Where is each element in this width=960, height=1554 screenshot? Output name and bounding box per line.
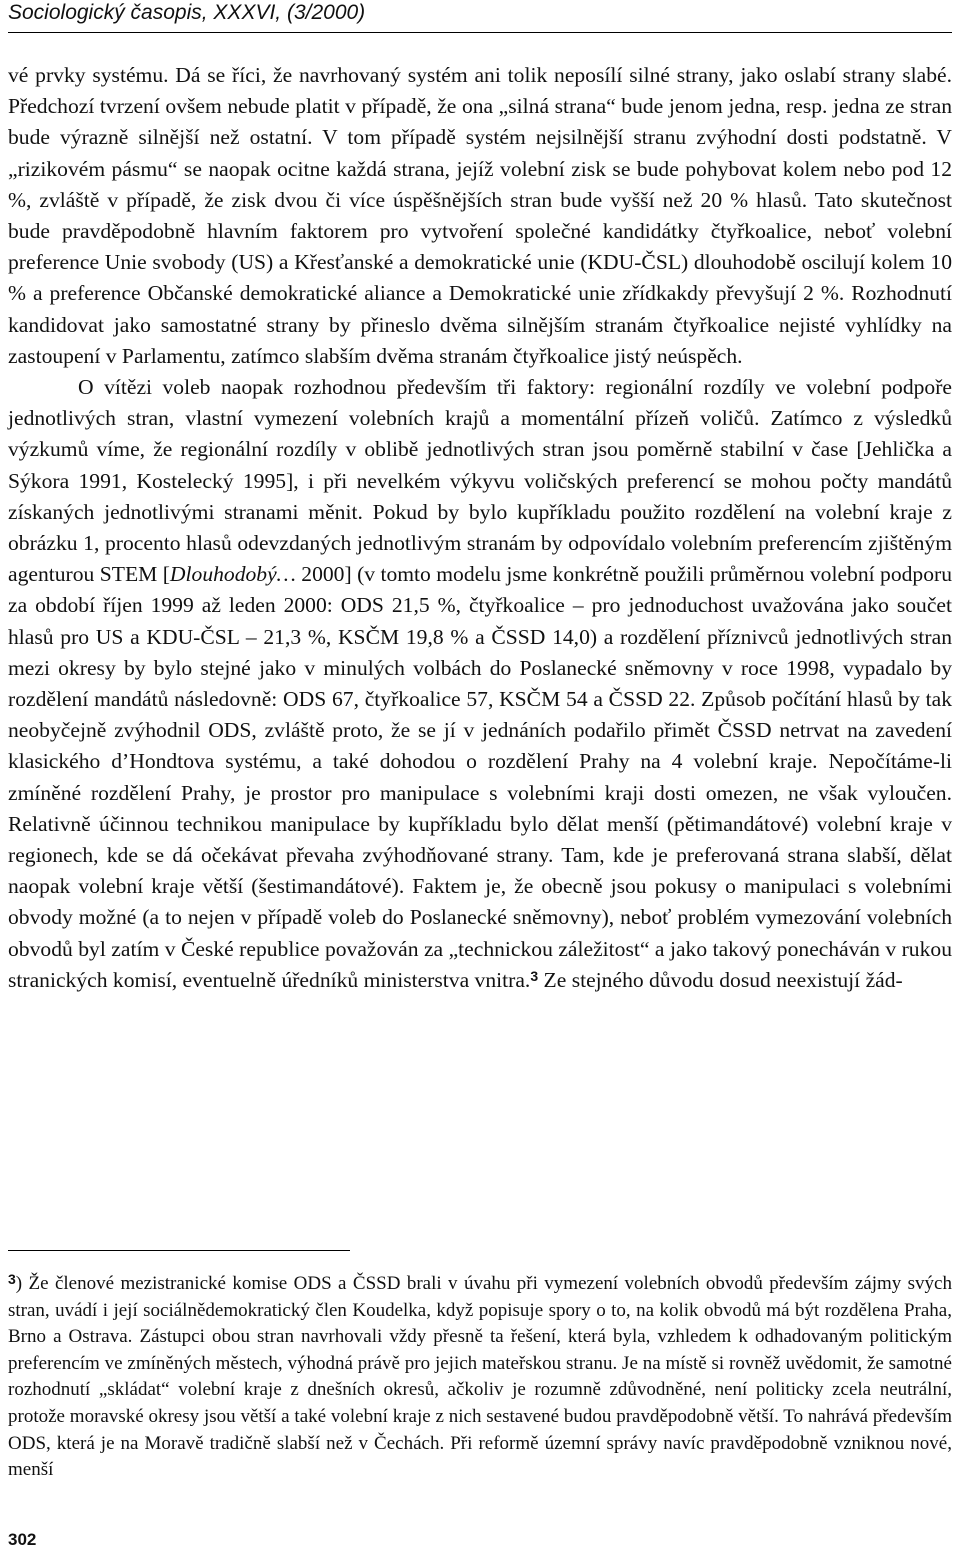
footnote: [8, 1271, 952, 1484]
header-rule: [8, 32, 952, 33]
running-header: Sociologický časopis, XXXVI, (3/2000): [8, 1, 366, 24]
paragraph-2: [8, 372, 952, 996]
main-text: [8, 60, 952, 996]
footnote-paragraph: [8, 1271, 952, 1484]
paragraph-2-text: O vítězi voleb naopak rozhodnou především tři faktory: regionální rozdíly ve volební podpoře jednotlivých stran, vlastní vymezení volebních krajů a momentální přízeň voličů. Zatímco z výsledků výzkumů víme, že regionální rozdíly v oblibě jednotlivých stran jsou poměrně stabilní v čase [Jehlička a Sýkora 1991, Kostelecký 1995], i při nevelkém výkyvu voličských preferencí se mohou počty mandátů získaných jednotlivými stranami měnit. Pokud by bylo kupříkladu použito rozdělení na volební kraje z obrázku 1, procento hlasů odevzdaných jednotlivým stranám by odpovídalo volebním preferencím zjištěným agenturou STEM [: [8, 375, 952, 587]
footnote-mark: 3: [8, 1271, 16, 1287]
footnote-rule: [8, 1250, 350, 1251]
paragraph-1: vé prvky systému. Dá se říci, že navrhovaný systém ani tolik neposílí silné strany, jako oslabí strany slabé. Předchozí tvrzení ovšem nebude platit v případě, že ona „silná strana“ bude jenom jedna, resp. jedna ze stran bude výrazně silnější než ostatní. V tom případě systém nejsilnější stranu zvýhodní dosti podstatně. V „rizikovém pásmu“ se naopak ocitne každá strana, jejíž volební zisk se bude pohybovat kolem nebo pod 12 %, zvláště v případě, že zisk dvou či více úspěšnějších stran bude vyšší než 20 % hlasů. Tato skutečnost bude pravděpodobně hlavním faktorem pro vytvoření společné kandidátky čtyřkoalice, neboť volební preference Unie svobody (US) a Křesťanské a demokratické unie (KDU-ČSL) dlouhodobě oscilují kolem 10 % a preference Občanské demokratické aliance a Demokratické unie zřídkakdy převyšují 2 %. Rozhodnutí kandidovat jako samostatné strany by přineslo dvěma silnějším stranám čtyřkoalice nejisté vyhlídky na zastoupení v Parlamentu, zatímco slabším dvěma stranám čtyřkoalice jistý neúspěch.: [8, 63, 952, 368]
paragraph-2-end: Ze stejného důvodu dosud neexistují žád-: [538, 967, 903, 992]
footnote-reference[interactable]: 3: [530, 967, 539, 984]
citation-italic: Dlouhodobý…: [169, 562, 296, 587]
page-number: 302: [8, 1530, 37, 1549]
paragraph-2-continued: 2000] (v tomto modelu jsme konkrétně použili průměrnou volební podporu za období říjen 1999 až leden 2000: ODS 21,5 %, čtyřkoalice – pro jednoduchost uvažována jako součet hlasů pro US a KDU-ČSL – 21,3 %, KSČM 19,8 % a ČSSD 14,0) a rozdělení příznivců jednotlivých stran mezi okresy by bylo stejné jako v minulých volbách do Poslanecké sněmovny v roce 1998, vypadalo by rozdělení mandátů následovně: ODS 67, čtyřkoalice 57, KSČM 54 a ČSSD 22. Způsob počítání hlasů by tak neobyčejně zvýhodnil ODS, zvláště proto, že se jí v jednáních podařilo přimět ČSSD netrvat na zavedení klasického d’Hondtova systému, a také dohodou o rozdělení Prahy na 4 volební kraje. Nepočítáme-li zmíněné rozdělení Prahy, je prostor pro manipulace s volebními kraji dosti omezen, ne však vyloučen. Relativně účinnou technikou manipulace by kupříkladu bylo dělat menší (pětimandátové) volební kraje v regionech, kde se dá očekávat převaha zvýhodňované strany. Tam, kde je preferovaná strana slabší, dělat naopak volební kraje větší (šestimandátové). Faktem je, že obecně jsou pokusy o manipulaci s volebními obvody možné (a to nejen v případě voleb do Poslanecké sněmovny), neboť problém vymezování volebních obvodů byl zatím v České republice považován za „technickou záležitost“ a jako takový ponecháván v rukou stranických komisí, eventuelně úředníků ministerstva vnitra.: [8, 562, 952, 992]
footnote-text: ) Že členové mezistranické komise ODS a ČSSD brali v úvahu při vymezení volebních obvodů především zájmy svých stran, uvádí i její sociálnědemokratický člen Koudelka, když popisuje spory o to, na kolik obvodů má být rozdělena Praha, Brno a Ostrava. Zástupci obou stran navrhovali vždy přesně ta řešení, která byla, vzhledem k odhadovaným politickým preferencím ve zmíněných městech, výhodná právě pro jejich mateřskou stranu. Je na místě si rovněž uvědomit, že samotné rozhodnutí „skládat“ volební kraje z dnešních okresů, ačkoliv je rozumně zdůvodněné, není politicky zcela neutrální, protože moravské okresy jsou větší a také volební kraje z nich sestavené budou pravděpodobně větší. To nahrává především ODS, která je na Moravě tradičně slabší než v Čechách. Při reformě územní správy navíc pravděpodobně vzniknou nové, menší: [8, 1273, 952, 1481]
